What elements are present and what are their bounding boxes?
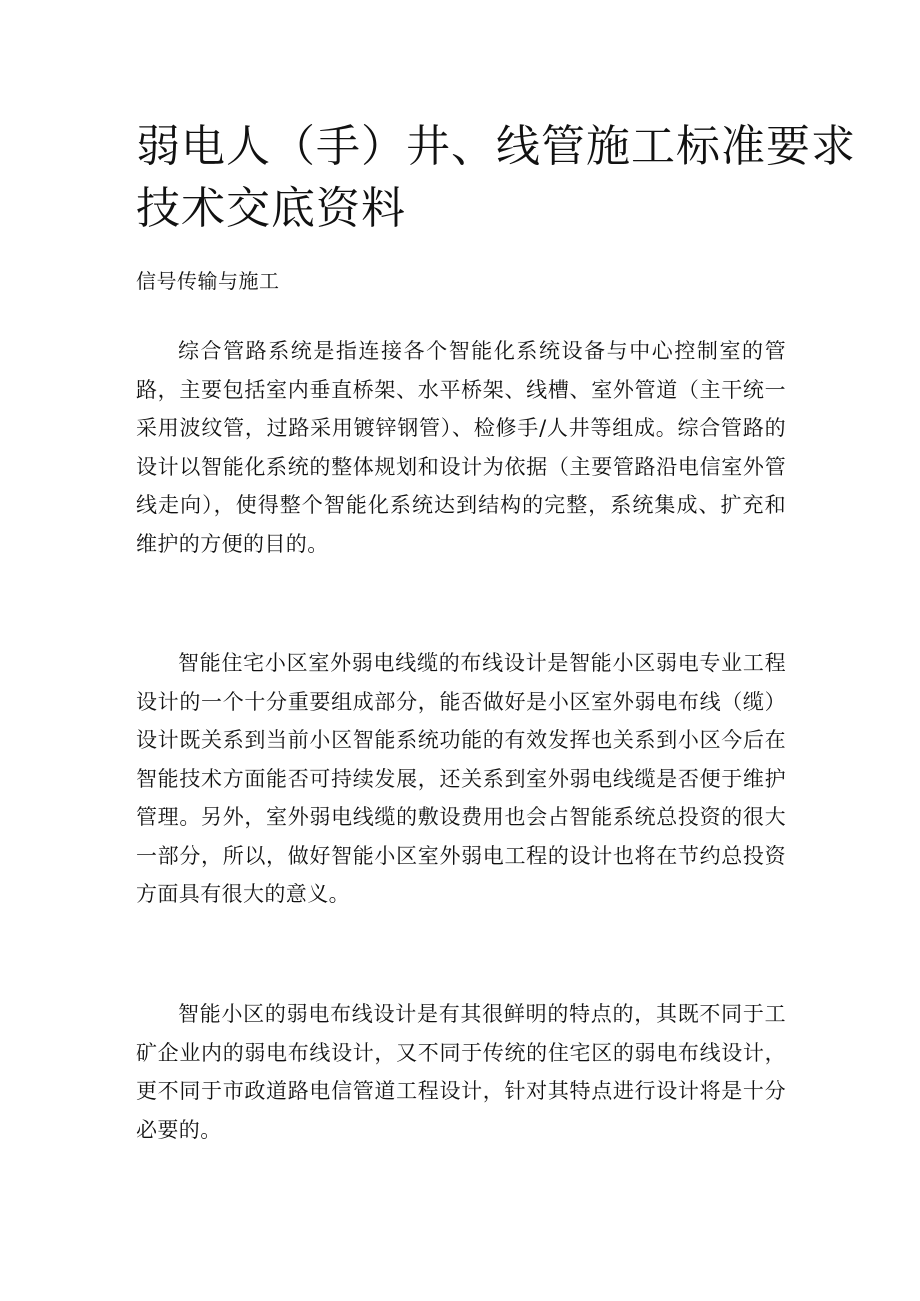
title-line-1: 弱电人（手）井、线管施工标准要求 xyxy=(136,121,856,172)
paragraph-2: 智能住宅小区室外弱电线缆的布线设计是智能小区弱电专业工程设计的一个十分重要组成部分，能否做好是小区室外弱电布线（缆）设计既关系到当前小区智能系统功能的有效发挥也关系到小区今后在智能技术方面能否可持续发展，还关系到室外弱电线缆是否便于维护管理。另外，室外弱电线缆的敷设费用也会占智能系统总投资的很大一部分，所以，做好智能小区室外弱电工程的设计也将在节约总投资方面具有很大的意义。 xyxy=(136,651,786,906)
title-line-2: 技术交底资料 xyxy=(136,183,406,234)
paragraph-3: 智能小区的弱电布线设计是有其很鲜明的特点的，其既不同于工矿企业内的弱电布线设计，又不同于传统的住宅区的弱电布线设计，更不同于市政道路电信管道工程设计，针对其特点进行设计将是十分必要的。 xyxy=(136,1002,786,1142)
document-subtitle: 信号传输与施工 xyxy=(136,269,280,293)
document-title xyxy=(136,116,856,240)
paragraph-1: 综合管路系统是指连接各个智能化系统设备与中心控制室的管路，主要包括室内垂直桥架、水平桥架、线槽、室外管道（主干统一采用波纹管，过路采用镀锌钢管）、检修手/人井等组成。综合管路的设计以智能化系统的整体规划和设计为依据（主要管路沿电信室外管线走向），使得整个智能化系统达到结构的完整，系统集成、扩充和维护的方便的目的。 xyxy=(136,339,786,556)
